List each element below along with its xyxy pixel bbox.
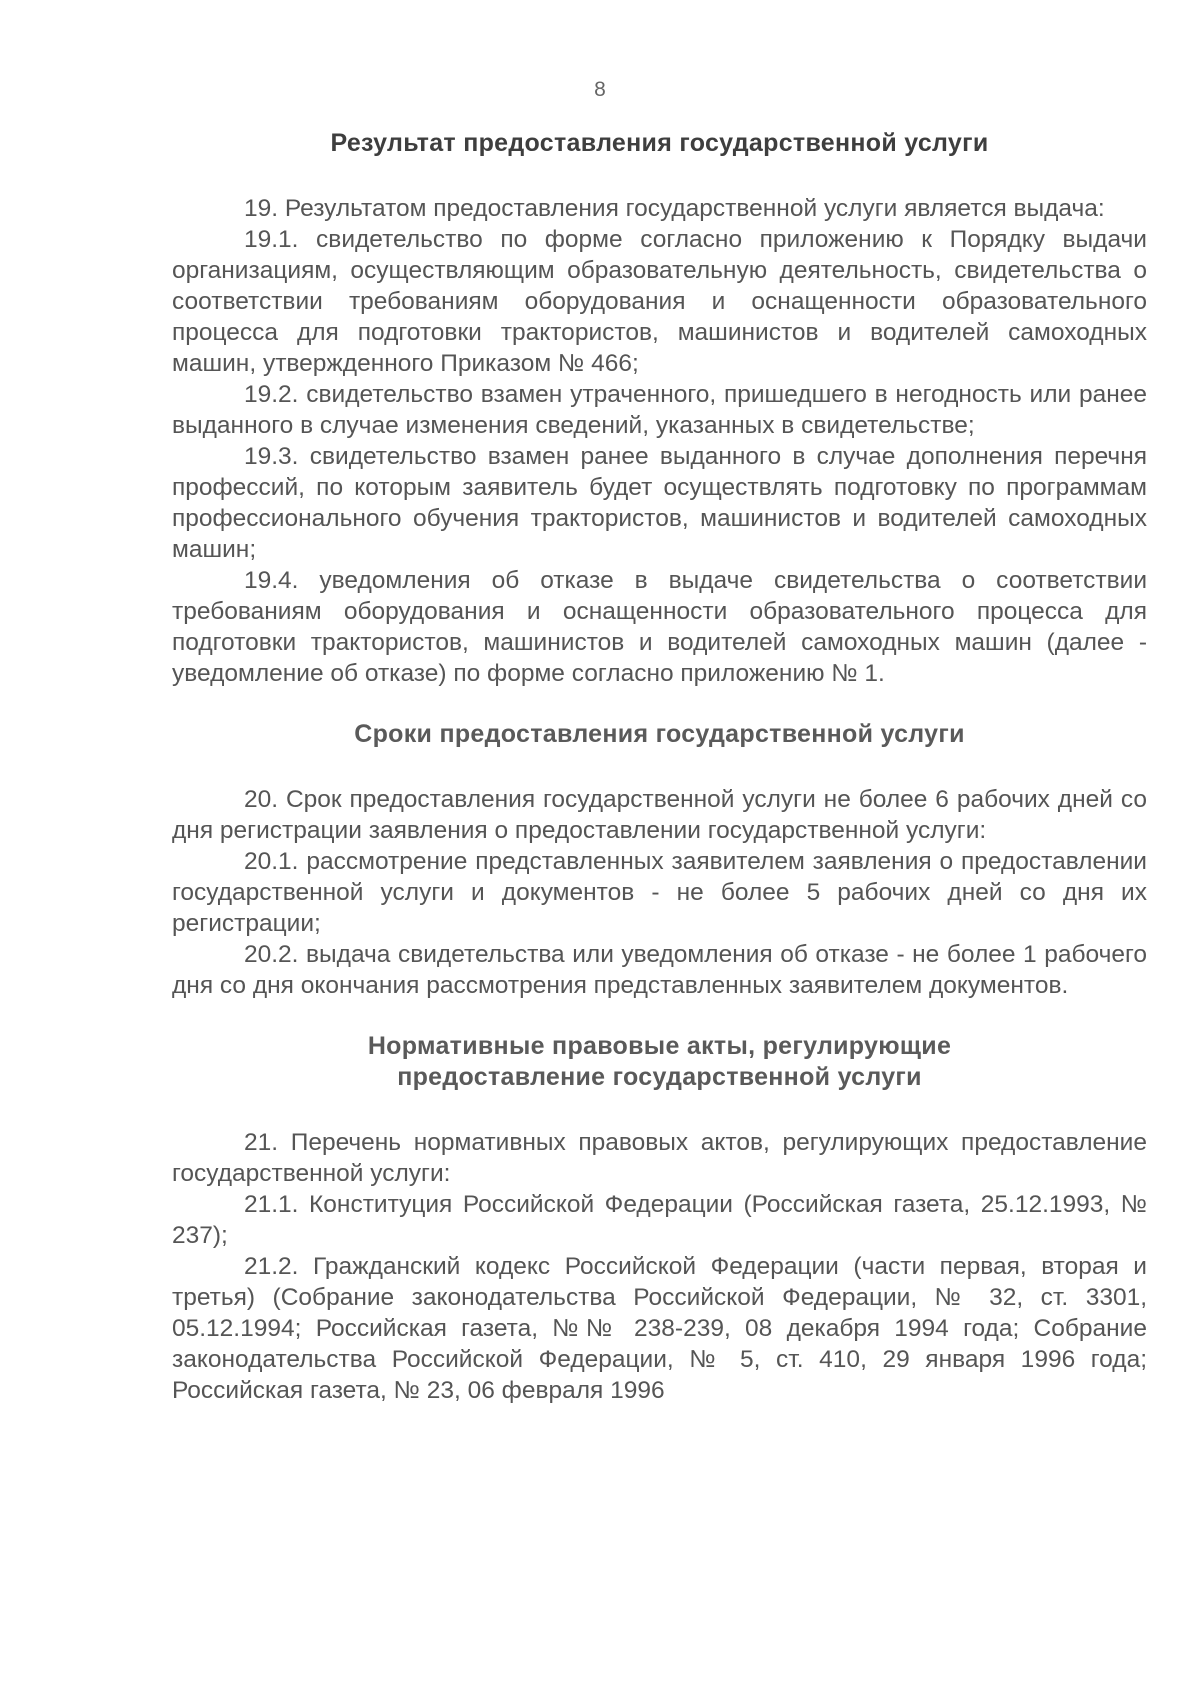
document-body [172,128,1147,1406]
spacer [172,1093,1147,1127]
paragraph-19-2: 19.2. свидетельство взамен утраченного, пришедшего в негодность или ранее выданного в случае изменения сведений, указанных в свидетельстве; [172,381,1147,439]
spacer [172,1001,1147,1031]
spacer [172,159,1147,193]
section-heading-legal-acts-line-2: предоставление государственной услуги [397,1063,922,1091]
paragraph-20-1: 20.1. рассмотрение представленных заявителем заявления о предоставлении государственной услуги и документов - не более 5 рабочих дней со дня их регистрации; [172,848,1147,937]
section-heading-terms: Сроки предоставления государственной услуги [354,720,965,748]
spacer [172,750,1147,784]
paragraph-19-1: 19.1. свидетельство по форме согласно приложению к Порядку выдачи организациям, осуществляющим образовательную деятельность, свидетельства о соответствии требованиям оборудования и оснащенности образовательного процесса для подготовки трактористов, машинистов и водителей самоходных машин, утвержденного Приказом № 466; [172,226,1147,377]
section-heading-result: Результат предоставления государственной услуги [330,129,989,157]
paragraph-21: 21. Перечень нормативных правовых актов, регулирующих предоставление государственной услуги: [172,1129,1147,1187]
paragraph-20-2: 20.2. выдача свидетельства или уведомления об отказе - не более 1 рабочего дня со дня окончания рассмотрения представленных заявителем документов. [172,941,1147,999]
page-number: 8 [594,78,606,101]
spacer [172,689,1147,719]
paragraph-19-4: 19.4. уведомления об отказе в выдаче свидетельства о соответствии требованиям оборудования и оснащенности образовательного процесса для подготовки трактористов, машинистов и водителей самоходных машин (далее - уведомление об отказе) по форме согласно приложению № 1. [172,567,1147,687]
section-heading-legal-acts-line-1: Нормативные правовые акты, регулирующие [367,1032,952,1060]
paragraph-21-1: 21.1. Конституция Российской Федерации (Российская газета, 25.12.1993, № 237); [172,1191,1147,1249]
paragraph-21-2: 21.2. Гражданский кодекс Российской Федерации (части первая, вторая и третья) (Собрание законодательства Российской Федерации, № 32, ст. 3301, 05.12.1994; Российская газета, №№ 238-239, 08 декабря 1994 года; Собрание законодательства Российской Федерации, № 5, ст. 410, 29 января 1996 года; Российская газета, № 23, 06 февраля 1996 [172,1253,1147,1404]
paragraph-19-3: 19.3. свидетельство взамен ранее выданного в случае дополнения перечня профессий, по которым заявитель будет осуществлять подготовку по программам профессионального обучения трактористов, машинистов и водителей самоходных машин; [172,443,1147,563]
paragraph-19: 19. Результатом предоставления государственной услуги является выдача: [244,195,1105,222]
paragraph-20: 20. Срок предоставления государственной услуги не более 6 рабочих дней со дня регистрации заявления о предоставлении государственной услуги: [172,786,1147,844]
